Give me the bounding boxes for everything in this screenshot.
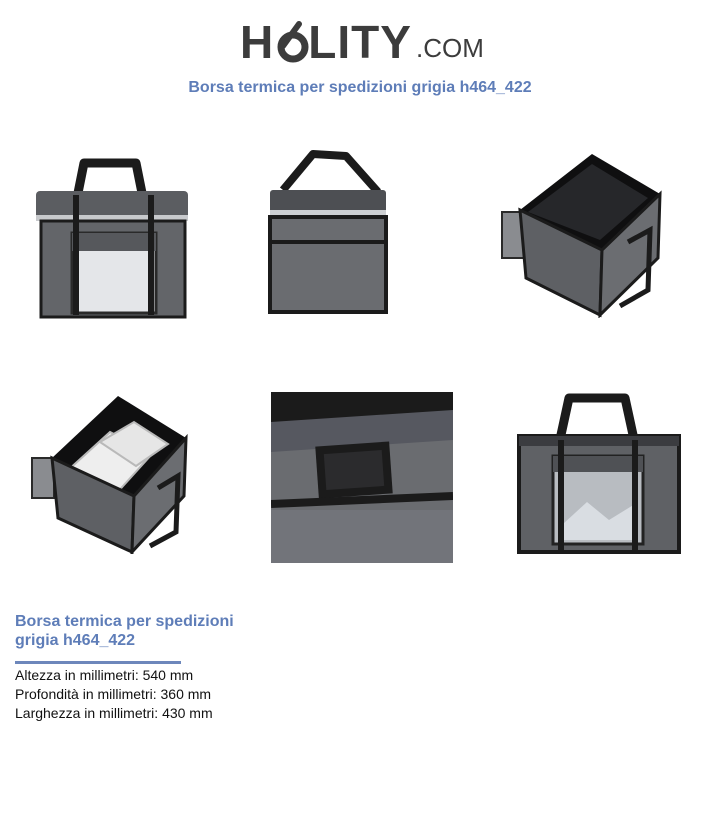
product-photo-back[interactable] [517,392,682,557]
bag-containers-icon [30,392,190,554]
spec-width: Larghezza in millimetri: 430 mm [15,705,213,721]
bag-side-icon [268,150,390,315]
product-name: Borsa termica per spedizioni grigia h464_422 [15,613,234,649]
spec-value: 540 mm [142,667,194,683]
spec-height: Altezza in millimetri: 540 mm [15,667,194,683]
product-photo-detail[interactable] [271,392,453,563]
product-photo-open-top[interactable] [500,150,665,318]
product-photo-front[interactable] [36,155,191,320]
spec-label: Larghezza in millimetri [15,705,155,721]
holity-logo[interactable] [240,14,490,70]
bag-detail-icon [271,392,453,563]
page-title: Borsa termica per spedizioni grigia h464_422 [188,79,532,96]
spec-label: Profondità in millimetri [15,686,153,702]
spec-value: 430 mm [162,705,213,721]
logo-o-icon [277,20,309,64]
bag-back-icon [517,392,682,557]
spec-value: 360 mm [160,686,212,702]
logo-suffix: .COM [416,33,484,63]
spec-depth: Profondità in millimetri: 360 mm [15,686,212,702]
spec-label: Altezza in millimetri [15,667,135,683]
logo-wordmark [240,14,412,70]
bag-open-icon [500,150,665,318]
section-divider [15,661,181,664]
logo-letter-h: H [240,16,275,68]
bag-front-icon [36,155,191,320]
product-photo-with-containers[interactable] [30,392,190,554]
logo-letters-lity: LITY [308,16,412,68]
spec-list [15,666,213,723]
product-photo-side[interactable] [268,150,390,315]
